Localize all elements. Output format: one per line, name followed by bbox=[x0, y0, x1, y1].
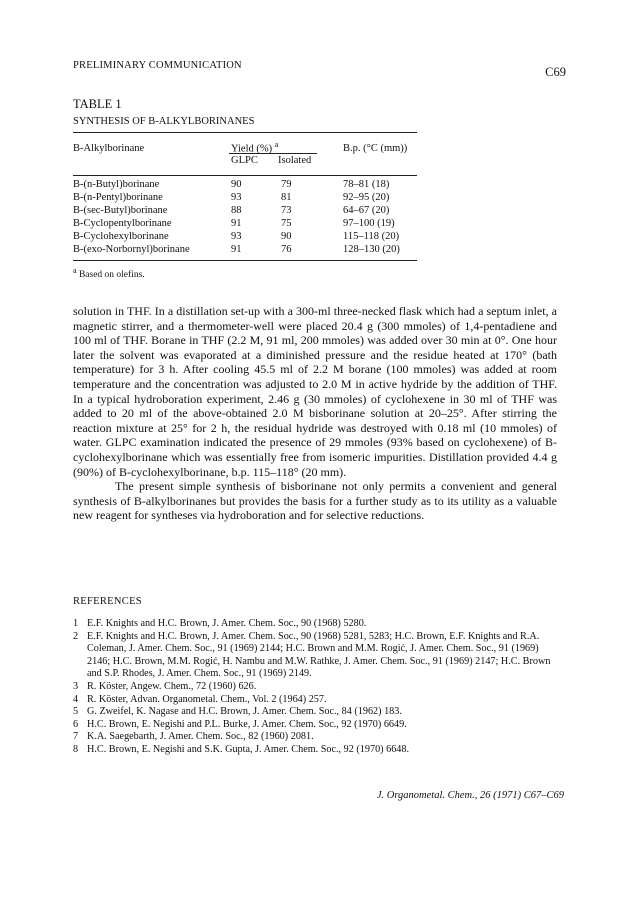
table-row bbox=[73, 192, 417, 205]
cell-isolated: 76 bbox=[281, 244, 292, 255]
cell-bp: 128–130 (20) bbox=[343, 244, 400, 255]
references-heading: REFERENCES bbox=[73, 596, 142, 607]
cell-isolated: 90 bbox=[281, 231, 292, 242]
reference-item bbox=[73, 706, 561, 719]
cell-bp: 115–118 (20) bbox=[343, 231, 400, 242]
cell-isolated: 73 bbox=[281, 205, 292, 216]
table-row bbox=[73, 218, 417, 231]
reference-text: K.A. Saegebarth, J. Amer. Chem. Soc., 82 (1960) 2081. bbox=[87, 731, 314, 743]
cell-bp: 97–100 (19) bbox=[343, 218, 395, 229]
table-top-rule bbox=[73, 132, 417, 133]
header-yield-footnote-mark: a bbox=[274, 140, 279, 149]
reference-item bbox=[73, 694, 561, 707]
cell-compound: B-Cyclohexylborinane bbox=[73, 231, 169, 242]
cell-glpc: 93 bbox=[231, 192, 242, 203]
cell-bp: 78–81 (18) bbox=[343, 179, 390, 190]
table-title: SYNTHESIS OF B-ALKYLBORINANES bbox=[73, 116, 255, 127]
table-row bbox=[73, 231, 417, 244]
reference-text: H.C. Brown, E. Negishi and P.L. Burke, J. Amer. Chem. Soc., 92 (1970) 6649. bbox=[87, 718, 407, 730]
journal-citation: J. Organometal. Chem., 26 (1971) C67–C69 bbox=[376, 790, 564, 801]
header-bp: B.p. (°C (mm)) bbox=[343, 143, 408, 154]
table-bottom-rule bbox=[73, 260, 417, 261]
reference-number: 7 bbox=[73, 731, 79, 743]
cell-compound: B-(n-Pentyl)borinane bbox=[73, 192, 163, 203]
table-footnote bbox=[73, 266, 145, 280]
reference-number: 3 bbox=[73, 680, 79, 692]
reference-number: 2 bbox=[73, 630, 79, 642]
cell-glpc: 88 bbox=[231, 205, 242, 216]
reference-text: R. Köster, Advan. Organometal. Chem., Vol. 2 (1964) 257. bbox=[87, 693, 327, 705]
body-paragraph-2: The present simple synthesis of bisborinane not only permits a convenient and general synthesis of B-alkylborinanes but provides the basis for a further study as to its utility as a valuable new reagent for syntheses via hydroboration and for selective reductions. bbox=[73, 479, 557, 523]
reference-number: 5 bbox=[73, 706, 79, 718]
reference-text: G. Zweifel, K. Nagase and H.C. Brown, J. Amer. Chem. Soc., 84 (1962) 183. bbox=[87, 706, 402, 718]
header-glpc: GLPC bbox=[231, 155, 258, 166]
cell-glpc: 91 bbox=[231, 244, 242, 255]
reference-item bbox=[73, 681, 561, 694]
cell-glpc: 90 bbox=[231, 179, 242, 190]
footnote-mark: a bbox=[73, 266, 77, 275]
page-number: C69 bbox=[545, 65, 566, 79]
reference-item bbox=[73, 618, 561, 631]
header-isolated: Isolated bbox=[278, 155, 312, 166]
cell-isolated: 81 bbox=[281, 192, 292, 203]
table-label: TABLE 1 bbox=[73, 97, 122, 111]
reference-number: 1 bbox=[73, 618, 79, 629]
cell-compound: B-Cyclopentylborinane bbox=[73, 218, 172, 229]
reference-text: E.F. Knights and H.C. Brown, J. Amer. Chem. Soc., 90 (1968) 5281, 5283; H.C. Brown, E.F. Knights and R.A. Coleman, J. Amer. Chem. Soc., 91 (1969) 2144; H.C. Brown and M.M. Rogić, J. Amer. Chem. Soc., 91 (1969) 2146; H.C. Brown, M.M. Rogić, H. Nambu and M.W. Rathke, J. Amer. Chem. Soc., 91 (1969) 2147; H.C. Brown and S.P. Rhodes, J. Amer. Chem. Soc., 91 (1969) 2149. bbox=[87, 630, 551, 680]
reference-item bbox=[73, 744, 561, 757]
yield-underline bbox=[229, 153, 317, 154]
table-header-rule bbox=[73, 175, 417, 176]
running-head: PRELIMINARY COMMUNICATION bbox=[73, 60, 242, 71]
reference-number: 8 bbox=[73, 743, 79, 755]
table-row bbox=[73, 179, 417, 192]
reference-text: R. Köster, Angew. Chem., 72 (1960) 626. bbox=[87, 680, 257, 692]
table-row bbox=[73, 244, 417, 257]
reference-item bbox=[73, 731, 561, 744]
references-list bbox=[73, 618, 561, 757]
body-paragraph-1: solution in THF. In a distillation set-up with a 300-ml three-necked flask which had a septum inlet, a magnetic stirrer, and a thermometer-well were placed 20.4 g (300 mmoles) of 1,4-pentadiene and 100 ml of THF. Borane in THF (2.2 M, 91 ml, 200 mmoles) was added over 30 min at 0°. One hour later the solvent was evaporated at a diminished pressure and the residue heated at 170° (bath temperature) for 3 h. After cooling 45.5 ml of 2.2 M borane (100 mmoles) was added at room temperature and the concentration was adjusted to 2.0 M in active hydride by the addition of THF. In a typical hydroboration experiment, 2.46 g (30 mmoles) of cyclohexene in 30 ml of THF was added to 20 ml of the above-obtained 2.0 M bisborinane solution at 20–25°. After stirring the reaction mixture at 25° for 2 h, the residual hydride was destroyed with 0.18 ml (10 mmoles) of water. GLPC examination indicated the presence of 29 mmoles (93% based on cyclohexene) of B-cyclohexylborinane which was essentially free from isomeric impurities. Distillation provided 4.4 g (90%) of B-cyclohexylborinane, b.p. 115–118° (20 mm). bbox=[73, 304, 557, 479]
table-row bbox=[73, 205, 417, 218]
cell-bp: 92–95 (20) bbox=[343, 192, 390, 203]
header-compound: B-Alkylborinane bbox=[73, 143, 145, 154]
cell-bp: 64–67 (20) bbox=[343, 205, 390, 216]
cell-glpc: 91 bbox=[231, 218, 242, 229]
reference-item bbox=[73, 719, 561, 732]
reference-number: 4 bbox=[73, 693, 79, 705]
header-yield-label: Yield (%) bbox=[231, 143, 273, 155]
cell-isolated: 79 bbox=[281, 179, 292, 190]
reference-text: E.F. Knights and H.C. Brown, J. Amer. Chem. Soc., 90 (1968) 5280. bbox=[87, 618, 367, 629]
reference-number: 6 bbox=[73, 718, 79, 730]
cell-compound: B-(sec-Butyl)borinane bbox=[73, 205, 168, 216]
cell-compound: B-(exo-Norbornyl)borinane bbox=[73, 244, 190, 255]
cell-isolated: 75 bbox=[281, 218, 292, 229]
body-text bbox=[73, 304, 557, 523]
reference-item bbox=[73, 631, 561, 681]
cell-compound: B-(n-Butyl)borinane bbox=[73, 179, 160, 190]
cell-glpc: 93 bbox=[231, 231, 242, 242]
footnote-text: Based on olefins. bbox=[78, 270, 145, 281]
reference-text: H.C. Brown, E. Negishi and S.K. Gupta, J. Amer. Chem. Soc., 92 (1970) 6648. bbox=[87, 743, 410, 755]
